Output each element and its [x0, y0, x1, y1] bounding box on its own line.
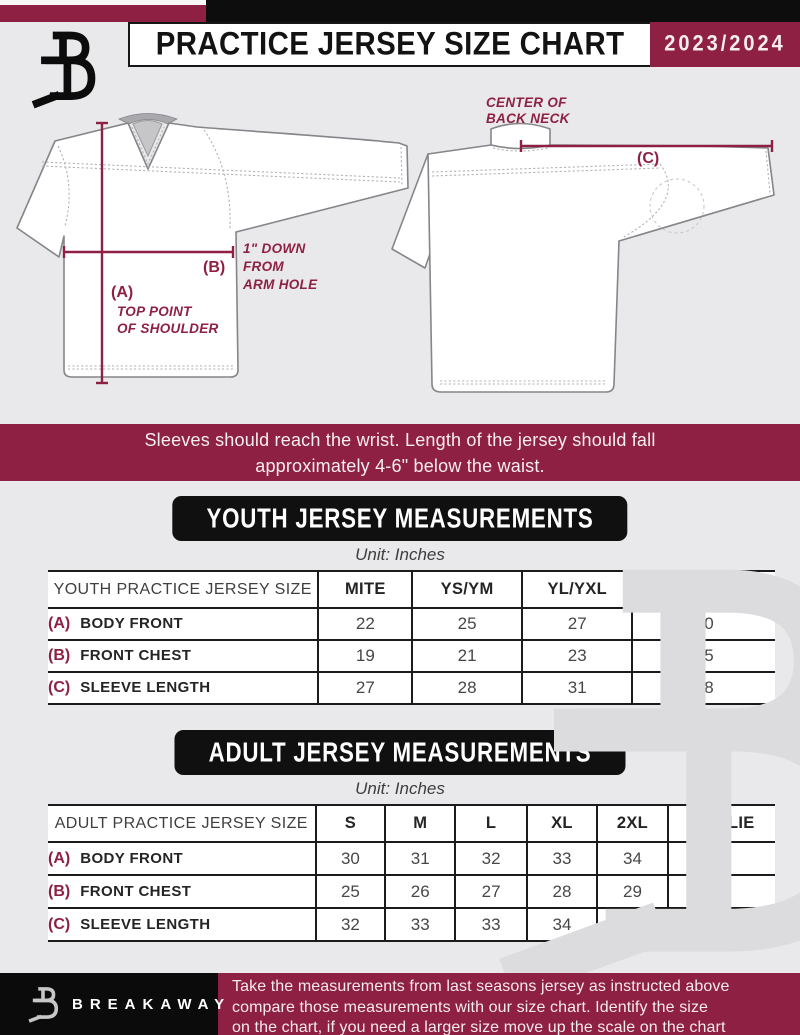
footer-brand-name: BREAKAWAY: [72, 995, 232, 1013]
adult-value-cell: 34: [527, 908, 597, 941]
header-strip-black: [206, 0, 800, 22]
adult-size-header-cell: ADULT PRACTICE JERSEY SIZE: [48, 805, 316, 842]
adult-value-cell: 32: [316, 908, 386, 941]
front-jersey-drawing: [17, 114, 408, 378]
youth-value-cell: 25: [412, 608, 522, 640]
footer-note-line3: on the chart, if you need a larger size move up the scale on the chart: [232, 1019, 726, 1035]
youth-value-cell: 28: [632, 672, 775, 704]
row-tag: (C): [48, 679, 71, 696]
adult-unit-label: Unit: Inches: [355, 779, 445, 798]
label-c-line2: BACK NECK: [486, 111, 570, 126]
back-jersey-drawing: [392, 124, 774, 393]
youth-table-row: [48, 608, 775, 640]
adult-column-header: S: [316, 805, 386, 842]
adult-value-cell: 29: [597, 875, 668, 908]
youth-column-header: MITE: [318, 571, 412, 608]
page-title: PRACTICE JERSEY SIZE CHART: [155, 26, 625, 62]
adult-row-label-cell: [48, 908, 316, 941]
adult-value-cell: 31: [385, 842, 455, 875]
youth-value-cell: 31: [522, 672, 633, 704]
adult-row-label-cell: [48, 842, 316, 875]
row-name: FRONT CHEST: [80, 882, 192, 900]
youth-table-row: [48, 640, 775, 672]
row-name: FRONT CHEST: [80, 647, 192, 664]
youth-value-cell: 30: [632, 608, 775, 640]
youth-value-cell: 19: [318, 640, 412, 672]
youth-value-cell: 27: [318, 672, 412, 704]
adult-column-header: 2XL: [597, 805, 668, 842]
adult-value-cell: 35: [668, 908, 775, 941]
adult-value-cell: 33: [455, 908, 527, 941]
adult-table-row: [48, 875, 775, 908]
youth-value-cell: 27: [522, 608, 633, 640]
youth-column-header: YS/YM: [412, 571, 522, 608]
adult-column-header: XL: [527, 805, 597, 842]
label-a-line2: OF SHOULDER: [117, 321, 219, 336]
label-b-line3: ARM HOLE: [243, 277, 318, 292]
row-tag: (B): [48, 647, 71, 664]
adult-value-cell: 32: [455, 842, 527, 875]
youth-unit-label: Unit: Inches: [355, 545, 445, 564]
header-strip-maroon: [0, 5, 206, 22]
season-badge: [650, 22, 800, 67]
youth-table: [48, 570, 775, 705]
youth-value-cell: 25: [632, 640, 775, 672]
youth-row-label-cell: [48, 640, 318, 672]
footer-note-line1: Take the measurements from last seasons jersey as instructed above: [232, 978, 730, 995]
adult-value-cell: 34: [597, 842, 668, 875]
youth-row-label-cell: [48, 672, 318, 704]
youth-heading-label: YOUTH JERSEY MEASUREMENTS: [206, 502, 594, 534]
youth-section-heading: [172, 496, 627, 541]
adult-value-cell: 27: [455, 875, 527, 908]
row-name: BODY FRONT: [80, 615, 184, 632]
row-tag: (C): [48, 915, 71, 933]
adult-section-heading: [174, 730, 625, 775]
youth-value-cell: 23: [522, 640, 633, 672]
row-tag: (A): [48, 615, 71, 632]
jersey-measurement-diagram: [0, 66, 800, 424]
row-name: BODY FRONT: [80, 849, 184, 867]
youth-table-row: [48, 672, 775, 704]
adult-table-row: [48, 908, 775, 941]
adult-table-row: [48, 842, 775, 875]
footer-note-line2: compare those measurements with our size chart. Identify the size: [232, 998, 709, 1016]
adult-header-row: [48, 805, 775, 842]
youth-column-header: YL/YXL: [522, 571, 633, 608]
adult-value-cell: 26: [385, 875, 455, 908]
label-b-line1: 1" DOWN: [243, 241, 306, 256]
fit-notice-line1: Sleeves should reach the wrist. Length of the jersey should fall: [144, 429, 656, 450]
adult-value-cell: 25: [316, 875, 386, 908]
page-title-box: [128, 22, 652, 67]
adult-value-cell: 28: [527, 875, 597, 908]
adult-value-cell: 30: [316, 842, 386, 875]
footer-b-logo-icon: [26, 984, 60, 1024]
adult-value-cell: 35: [668, 842, 775, 875]
adult-column-header: L: [455, 805, 527, 842]
youth-value-cell: 22: [318, 608, 412, 640]
youth-column-header: YTH GOALIE: [632, 571, 775, 608]
fit-notice-banner: [0, 424, 800, 481]
youth-value-cell: 21: [412, 640, 522, 672]
adult-value-cell: 33: [385, 908, 455, 941]
adult-heading-label: ADULT JERSEY MEASUREMENTS: [208, 736, 592, 768]
adult-column-header: M: [385, 805, 455, 842]
footer-instructions-block: [218, 973, 800, 1035]
label-a-line1: TOP POINT: [117, 304, 192, 319]
row-tag: (B): [48, 882, 71, 900]
fit-notice-line2: approximately 4-6" below the waist.: [255, 455, 545, 476]
label-a-tag: (A): [111, 284, 134, 301]
label-c-line1: CENTER OF: [486, 95, 567, 110]
adult-value-cell: 33: [527, 842, 597, 875]
youth-size-table-container: [48, 570, 775, 705]
season-label: 2023/2024: [664, 31, 786, 57]
label-b-line2: FROM: [243, 259, 284, 274]
adult-value-cell: 32: [668, 875, 775, 908]
adult-row-label-cell: [48, 875, 316, 908]
adult-column-header: GOALIE: [668, 805, 775, 842]
row-tag: (A): [48, 849, 71, 867]
row-name: SLEEVE LENGTH: [80, 915, 211, 933]
youth-row-label-cell: [48, 608, 318, 640]
youth-header-row: [48, 571, 775, 608]
label-b-tag: (B): [203, 259, 226, 276]
label-c-tag: (C): [637, 150, 660, 167]
youth-value-cell: 28: [412, 672, 522, 704]
adult-table: [48, 804, 775, 942]
youth-size-header-cell: YOUTH PRACTICE JERSEY SIZE: [48, 571, 318, 608]
adult-size-table-container: [48, 804, 775, 942]
adult-value-cell: 35: [597, 908, 668, 941]
row-name: SLEEVE LENGTH: [80, 679, 211, 696]
